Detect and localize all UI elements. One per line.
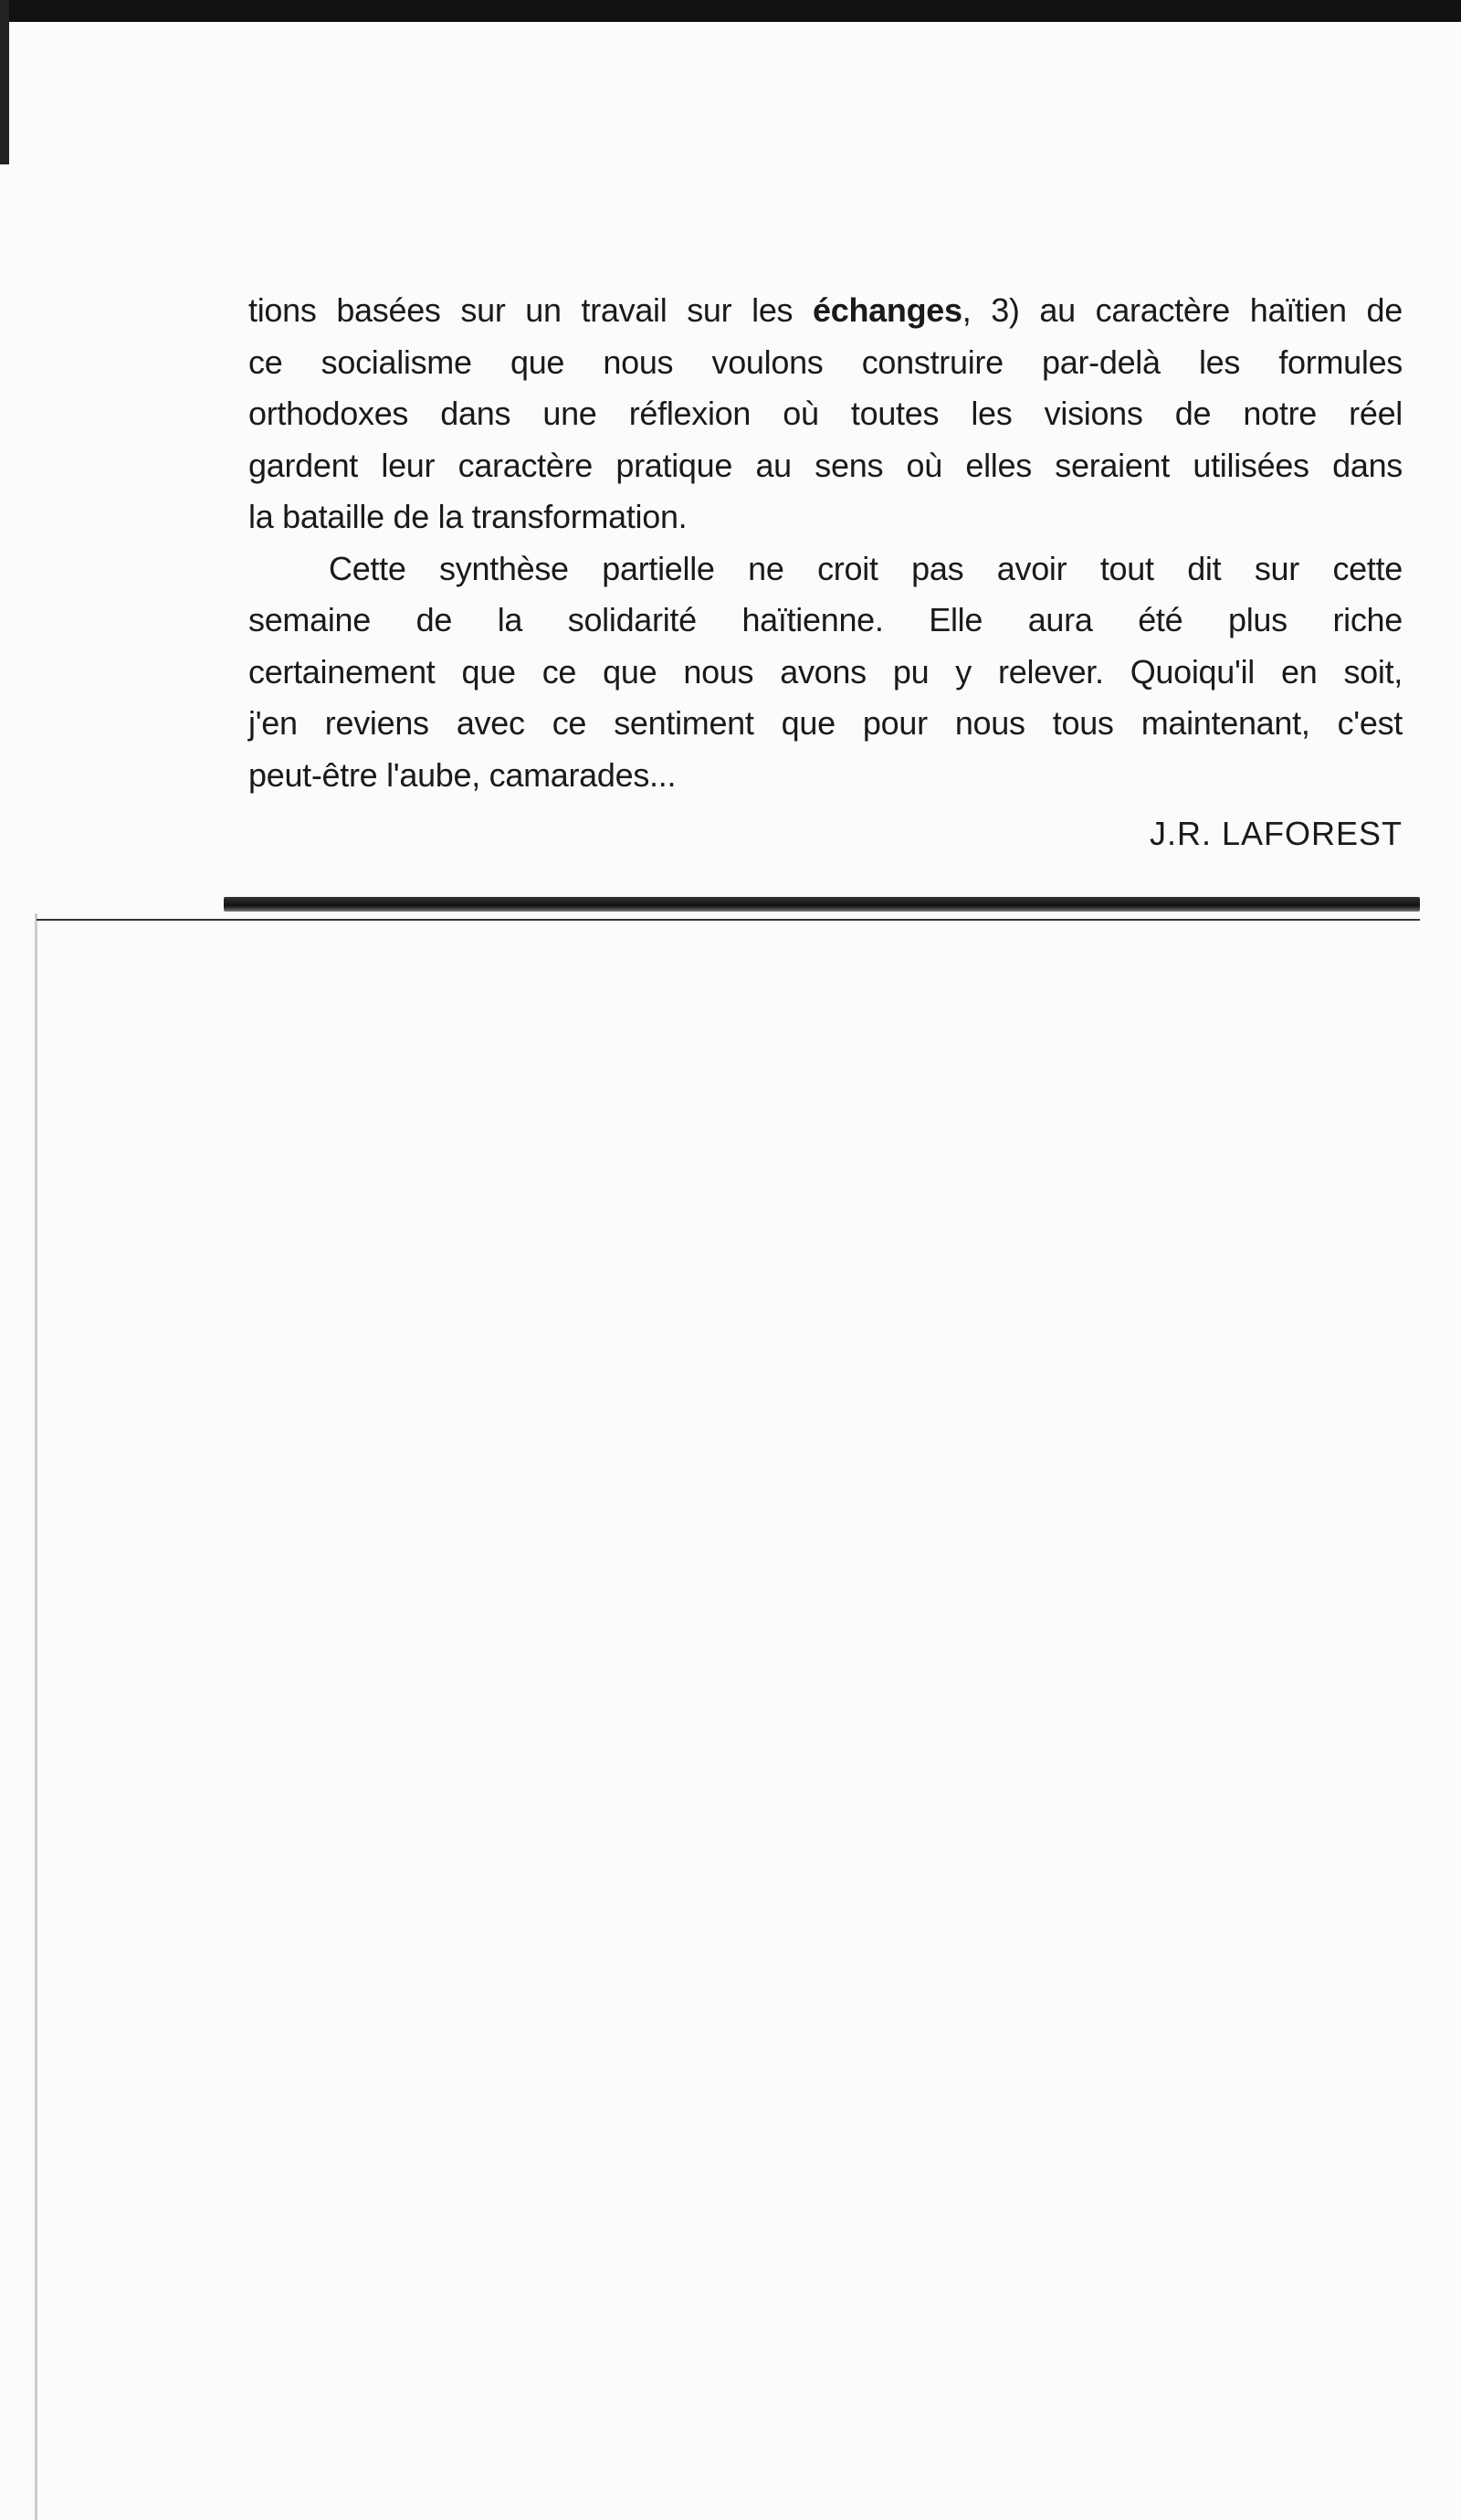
scan-left-edge (0, 0, 9, 164)
bold-word: échanges (813, 291, 962, 329)
text-line: semaine de la solidarité haïtienne. Elle aura été plus riche (248, 601, 1403, 638)
text-line: j'en reviens avec ce sentiment que pour nous tous maintenant, c'est (248, 704, 1403, 742)
text-line: certainement que ce que nous avons pu y relever. Quoiqu'il en soit, (248, 652, 1403, 691)
scan-fold-line (35, 913, 37, 2520)
text-line: Cette synthèse partielle ne croit pas avoir tout dit sur cette (329, 549, 1403, 587)
text-line: la bataille de la transformation. (248, 498, 688, 535)
text-span: , 3) au caractère haïtien de (962, 291, 1403, 329)
text-span: tions basées sur un travail sur les (248, 291, 814, 329)
text-line: ce socialisme que nous voulons construire par-delà les formules (248, 343, 1403, 381)
section-divider-bar (224, 897, 1420, 912)
text-line: gardent leur caractère pratique au sens où elles seraient utilisées dans (248, 446, 1403, 484)
text-line: orthodoxes dans une réflexion où toutes les visions de notre réel (248, 395, 1403, 432)
article-body (248, 285, 1403, 860)
author-signature: J.R. LAFOREST (1149, 815, 1403, 852)
text-line: peut-être l'aube, camarades... (248, 755, 677, 794)
scan-top-border (0, 0, 1461, 22)
section-divider-rule (37, 919, 1420, 921)
text-line (248, 285, 1403, 337)
